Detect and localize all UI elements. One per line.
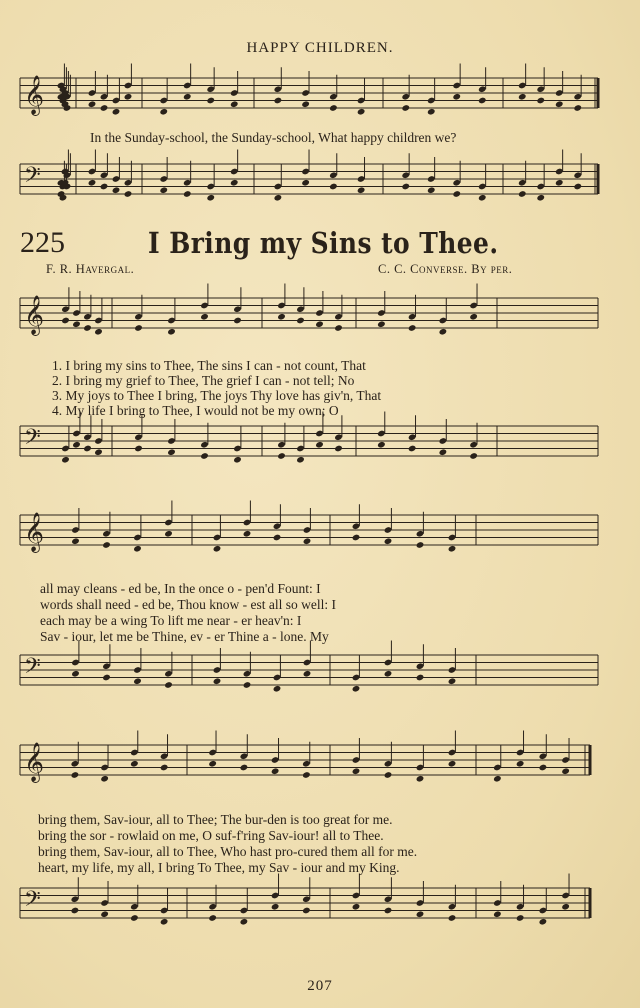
verse-line: 1. I bring my sins to Thee, The sins I can - not count, That: [52, 358, 366, 373]
svg-text:𝄢: 𝄢: [24, 425, 41, 455]
svg-text:𝄢: 𝄢: [24, 163, 41, 193]
svg-text:𝄢: 𝄢: [24, 654, 41, 684]
verse-line: 3. My joys to Thee I bring, The joys Thy love has giv'n, That: [52, 388, 382, 403]
verse-line: 2. I bring my grief to Thee, The grief I can - not tell; No: [52, 373, 355, 388]
hymn-title: I Bring my Sins to Thee.: [148, 226, 499, 260]
svg-text:𝄞: 𝄞: [24, 295, 45, 335]
verse-line: Sav - iour, let me be Thine, ev - er Thine a - lone. My: [40, 629, 329, 644]
verse-line: bring them, Sav-iour, all to Thee; The bur-den is too great for me.: [38, 812, 393, 827]
verse-line: bring the sor - rowlaid on me, O suf-f'ring Sav-iour! all to Thee.: [38, 828, 384, 843]
svg-text:𝄞: 𝄞: [24, 512, 45, 552]
verse-line: 4. My life I bring to Thee, I would not be my own; O: [52, 403, 339, 418]
previous-hymn-lyric: In the Sunday-school, the Sunday-school, What happy children we?: [90, 130, 457, 145]
verse-line: all may cleans - ed be, In the once o - pen'd Fount: I: [40, 581, 321, 596]
hymn-author: F. R. Havergal.: [46, 262, 135, 276]
verse-line: words shall need - ed be, Thou know - est all so well: I: [40, 597, 336, 612]
verse-line: each may be a wing To lift me near - er heav'n: I: [40, 613, 302, 628]
svg-text:𝄞: 𝄞: [24, 75, 45, 115]
svg-text:𝄢: 𝄢: [24, 887, 41, 917]
svg-text:𝄞: 𝄞: [24, 742, 45, 782]
hymn-composer: C. C. Converse. By per.: [378, 262, 513, 276]
hymn-number: 225: [20, 226, 65, 259]
verse-line: heart, my life, my all, I bring To Thee, my Sav - iour and my King.: [38, 860, 400, 875]
previous-hymn-title: HAPPY CHILDREN.: [246, 40, 394, 56]
page-number: 207: [307, 978, 333, 994]
verse-line: bring them, Sav-iour, all to Thee, Who hast pro-cured them all for me.: [38, 844, 418, 859]
